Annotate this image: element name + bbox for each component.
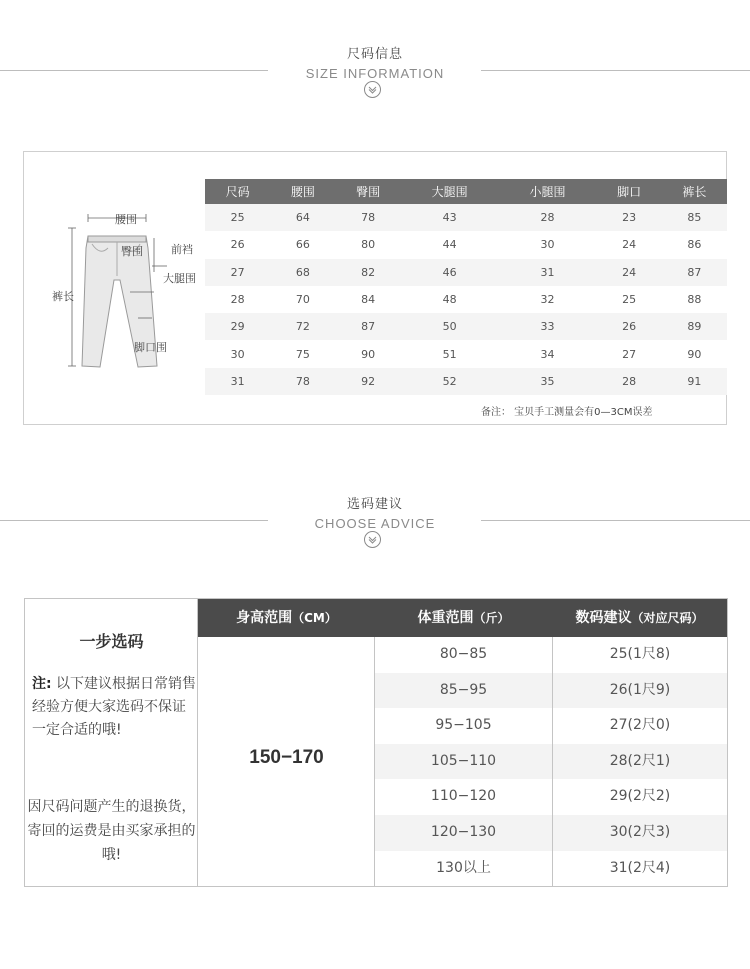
chevron-down-circle-icon <box>364 531 381 548</box>
table-cell: 90 <box>336 340 401 367</box>
table-cell: 91 <box>662 368 727 395</box>
size-table <box>205 179 727 395</box>
advice-note-text: 以下建议根据日常销售经验方便大家选码不保证一定合适的哦! <box>32 676 197 738</box>
size-info-title: 尺码信息 <box>346 47 403 62</box>
table-cell: 30 <box>499 231 597 258</box>
table-cell: 87 <box>662 259 727 286</box>
table-cell: 33 <box>499 313 597 340</box>
advice-return-note: 因尺码问题产生的退换货，寄回的运费是由买家承担的哦! <box>27 799 196 863</box>
size-table-header-row <box>205 179 727 204</box>
table-cell: 88 <box>662 286 727 313</box>
advice-header-weight-unit: （斤） <box>473 611 510 625</box>
table-cell: 25 <box>596 286 661 313</box>
table-cell: 29 <box>205 313 270 340</box>
advice-table <box>24 598 728 887</box>
size-table-header: 臀围 <box>336 179 401 204</box>
size-info-header <box>0 43 750 81</box>
diagram-label-length: 裤长 <box>52 290 74 303</box>
size-info-subtitle: SIZE INFORMATION <box>305 66 445 81</box>
size-table-header: 尺码 <box>205 179 270 204</box>
table-cell: 48 <box>401 286 499 313</box>
table-cell: 35 <box>499 368 597 395</box>
table-cell: 82 <box>336 259 401 286</box>
table-cell: 72 <box>270 313 335 340</box>
table-cell: 52 <box>401 368 499 395</box>
table-cell: 89 <box>662 313 727 340</box>
pants-diagram <box>42 208 210 374</box>
diagram-label-hip: 臀围 <box>121 245 143 258</box>
advice-size-cell: 26(1尺9) <box>553 673 727 709</box>
advice-header-height <box>198 599 375 637</box>
table-cell: 66 <box>270 231 335 258</box>
table-cell: 84 <box>336 286 401 313</box>
advice-left-title: 一步选码 <box>79 632 144 651</box>
table-row <box>205 368 727 395</box>
table-cell: 86 <box>662 231 727 258</box>
advice-size-cell: 30(2尺3) <box>553 815 727 851</box>
size-table-header: 小腿围 <box>499 179 597 204</box>
advice-header-weight-label: 体重范围 <box>417 610 474 626</box>
table-cell: 32 <box>499 286 597 313</box>
table-cell: 30 <box>205 340 270 367</box>
table-row <box>205 340 727 367</box>
diagram-label-hem: 脚口围 <box>134 341 167 354</box>
table-row <box>205 313 727 340</box>
table-cell: 28 <box>205 286 270 313</box>
advice-weight-cell: 130以上 <box>375 851 552 887</box>
table-cell: 51 <box>401 340 499 367</box>
table-row <box>205 259 727 286</box>
table-cell: 43 <box>401 204 499 231</box>
measurement-note: 备注： 宝贝手工测量会有0—3CM误差 <box>481 407 653 418</box>
table-row <box>205 231 727 258</box>
table-cell: 27 <box>596 340 661 367</box>
advice-size-cell: 28(2尺1) <box>553 744 727 780</box>
advice-header-size <box>552 599 727 637</box>
table-cell: 44 <box>401 231 499 258</box>
table-cell: 75 <box>270 340 335 367</box>
table-cell: 28 <box>499 204 597 231</box>
advice-left-panel <box>25 599 198 886</box>
size-info-panel <box>23 151 727 425</box>
advice-size-cell: 29(2尺2) <box>553 779 727 815</box>
table-cell: 28 <box>596 368 661 395</box>
size-table-header: 裤长 <box>662 179 727 204</box>
table-cell: 90 <box>662 340 727 367</box>
advice-column-divider <box>552 637 553 886</box>
table-cell: 24 <box>596 259 661 286</box>
advice-size-cell: 25(1尺8) <box>553 637 727 673</box>
header-divider-left <box>0 70 268 71</box>
diagram-label-waist: 腰围 <box>115 213 137 226</box>
advice-subtitle: CHOOSE ADVICE <box>314 516 436 531</box>
advice-weight-cell: 85−95 <box>375 673 552 709</box>
advice-height-cell <box>198 637 375 886</box>
diagram-label-rise: 前裆 <box>171 243 193 256</box>
table-cell: 85 <box>662 204 727 231</box>
size-table-header: 腰围 <box>270 179 335 204</box>
advice-header-height-unit: （CM） <box>292 611 337 625</box>
chevron-down-circle-icon <box>364 81 381 98</box>
advice-header <box>0 493 750 531</box>
advice-weight-cell: 80−85 <box>375 637 552 673</box>
table-row <box>205 286 727 313</box>
advice-header-size-unit: （对应尺码） <box>631 611 704 625</box>
advice-note <box>32 673 197 742</box>
diagram-label-thigh: 大腿围 <box>163 272 196 285</box>
table-cell: 70 <box>270 286 335 313</box>
table-row <box>205 204 727 231</box>
table-cell: 78 <box>270 368 335 395</box>
advice-header-size-label: 数码建议 <box>575 610 632 626</box>
header-divider-right <box>481 70 750 71</box>
advice-size-cell: 31(2尺4) <box>553 851 727 887</box>
advice-header-height-label: 身高范围 <box>236 610 293 626</box>
table-cell: 23 <box>596 204 661 231</box>
advice-weight-cell: 120−130 <box>375 815 552 851</box>
header-divider-left <box>0 520 268 521</box>
table-cell: 64 <box>270 204 335 231</box>
table-cell: 26 <box>596 313 661 340</box>
table-cell: 50 <box>401 313 499 340</box>
advice-weight-cell: 105−110 <box>375 744 552 780</box>
table-cell: 78 <box>336 204 401 231</box>
table-cell: 26 <box>205 231 270 258</box>
table-cell: 46 <box>401 259 499 286</box>
table-cell: 31 <box>499 259 597 286</box>
table-cell: 92 <box>336 368 401 395</box>
advice-weight-cell: 110−120 <box>375 779 552 815</box>
table-cell: 27 <box>205 259 270 286</box>
table-cell: 24 <box>596 231 661 258</box>
table-cell: 31 <box>205 368 270 395</box>
advice-header-weight <box>375 599 552 637</box>
header-divider-right <box>481 520 750 521</box>
advice-size-cell: 27(2尺0) <box>553 708 727 744</box>
table-cell: 34 <box>499 340 597 367</box>
advice-note-label: 注: <box>32 676 52 692</box>
table-cell: 80 <box>336 231 401 258</box>
table-cell: 87 <box>336 313 401 340</box>
size-table-header: 脚口 <box>596 179 661 204</box>
table-cell: 25 <box>205 204 270 231</box>
advice-height-value: 150−170 <box>249 747 324 768</box>
size-table-header: 大腿围 <box>401 179 499 204</box>
advice-title: 选码建议 <box>346 497 403 512</box>
advice-weight-cell: 95−105 <box>375 708 552 744</box>
table-cell: 68 <box>270 259 335 286</box>
